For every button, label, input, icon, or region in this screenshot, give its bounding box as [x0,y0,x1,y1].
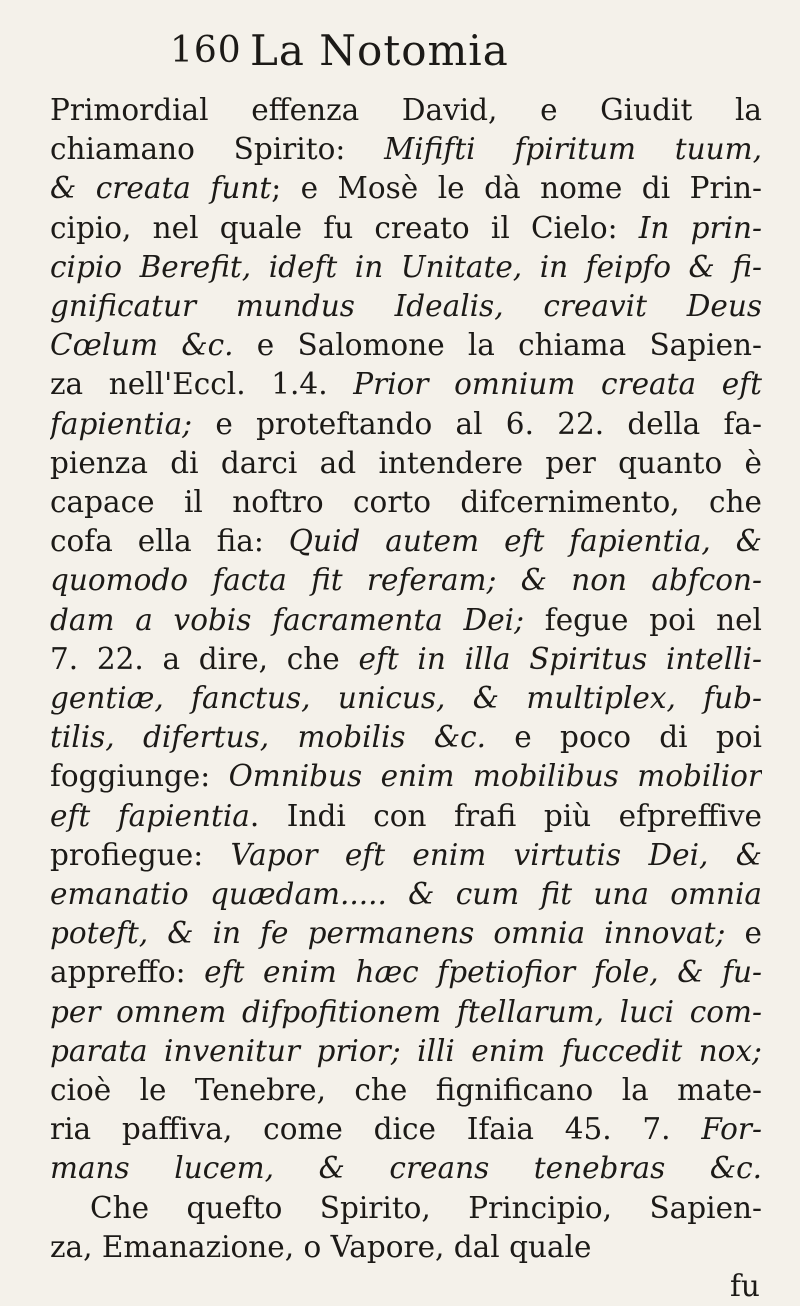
italic-latin-text: tilis, difertus, mobilis &c. [50,720,486,755]
text-line [50,913,762,953]
text-line [50,129,762,169]
text-line [50,796,762,836]
text-line [50,521,762,561]
italian-text: e poco di poi [485,720,762,755]
italian-text: ria paffiva, come dice Ifaia 45. 7. [50,1112,702,1147]
text-line [50,1227,762,1267]
text-line [50,1070,762,1110]
text-line [50,639,762,679]
italian-text: foggiunge: [50,759,229,794]
italian-text: cioè le Tenebre, che fignificano la mate- [50,1073,762,1107]
italic-latin-text: gnificatur mundus Idealis, creavit Deus [50,289,762,323]
italian-text: pienza di darci ad intendere per quanto è [50,445,762,480]
italian-text: fu [730,1269,760,1303]
italian-text: chiamano Spirito: [50,132,385,167]
italian-text: za nell'Eccl. 1.4. [50,367,354,402]
italian-text: cipio, nel quale fu creato il Cielo: [50,210,639,245]
text-line [50,325,762,365]
text-line [50,678,762,718]
italian-text: appreffo: [50,955,205,990]
italic-latin-text: parata invenitur prior; illi enim fuccedit nox; [50,1033,762,1068]
italic-latin-text: dam a vobis facramenta Dei; [50,602,525,637]
text-line [50,443,762,483]
text-line [50,874,762,914]
italic-latin-text: emanatio quædam..... & cum fit una omnia [50,877,762,911]
running-title: La Notomia [250,26,509,75]
italic-latin-text: Mififti fpiritum tuum, [384,132,762,167]
page-number: 160 [170,30,242,71]
italian-text: ; e Mosè le dà nome di Prin- [271,171,762,206]
italian-text: za, Emanazione, o Vapore, dal quale [50,1229,592,1264]
italic-latin-text: eft in illa Spiritus intelli- [358,641,762,676]
text-line [50,1109,762,1149]
italian-text: capace il noftro corto difcernimento, che [50,485,762,519]
italian-text: Primordial effenza David, e Giudit la [50,93,762,127]
italic-latin-text: Omnibus enim mobilibus mobilior [228,759,762,794]
italian-text: e Salomone la chiama Sapien- [233,328,762,363]
italic-latin-text: & creata funt [50,171,272,206]
page-header [170,18,690,88]
italian-text: Che quefto Spirito, Principio, Sapien- [90,1190,762,1225]
text-line [50,1148,762,1188]
text-line [50,208,762,248]
text-line [50,992,762,1032]
text-line [50,560,762,600]
italic-latin-text: In prin- [638,210,762,245]
italic-latin-text: eft fapientia [50,798,250,833]
italian-text: e proteftando al 6. 22. della fa- [192,406,762,441]
italic-latin-text: mans lucem, & creans tenebras &c. [50,1151,762,1186]
text-line [50,952,762,992]
text-line [50,756,762,796]
text-line [50,286,762,326]
text-line [50,717,762,757]
text-line [50,404,762,444]
italic-latin-text: Quid autem eft fapientia, & [288,524,762,559]
italian-text: cofa ella fia: [50,524,289,559]
text-line [50,835,762,875]
text-line [730,1266,790,1306]
text-line [50,600,762,640]
italic-latin-text: eft enim hæc fpetiofior fole, & fu- [204,955,762,990]
text-line [50,482,762,522]
italic-latin-text: poteft, & in fe permanens omnia innovat; [50,916,726,951]
text-line [50,90,762,130]
italic-latin-text: fapientia; [50,406,193,441]
italic-latin-text: Cœlum &c. [50,328,234,363]
text-line [50,1031,762,1071]
text-line [90,1188,762,1228]
italian-text: fegue poi nel [524,602,762,637]
text-line [50,168,762,208]
italian-text: e [725,916,762,951]
text-line [50,247,762,287]
italic-latin-text: For- [701,1112,762,1147]
italic-latin-text: per omnem difpofitionem ftellarum, luci com- [50,994,762,1029]
italic-latin-text: Prior omnium creata eft [353,367,762,402]
italic-latin-text: gentiæ, fanctus, unicus, & multiplex, fub- [50,681,762,715]
italian-text: . Indi con frafi più efpreffive [249,798,762,833]
italian-text: 7. 22. a dire, che [50,641,359,676]
italian-text: profiegue: [50,837,231,872]
italic-latin-text: quomodo facta fit referam; & non abfcon- [50,563,762,598]
italic-latin-text: cipio Berefit, ideft in Unitate, in feipfo & fi- [50,249,762,284]
text-line [50,364,762,404]
italic-latin-text: Vapor eft enim virtutis Dei, & [230,837,762,872]
